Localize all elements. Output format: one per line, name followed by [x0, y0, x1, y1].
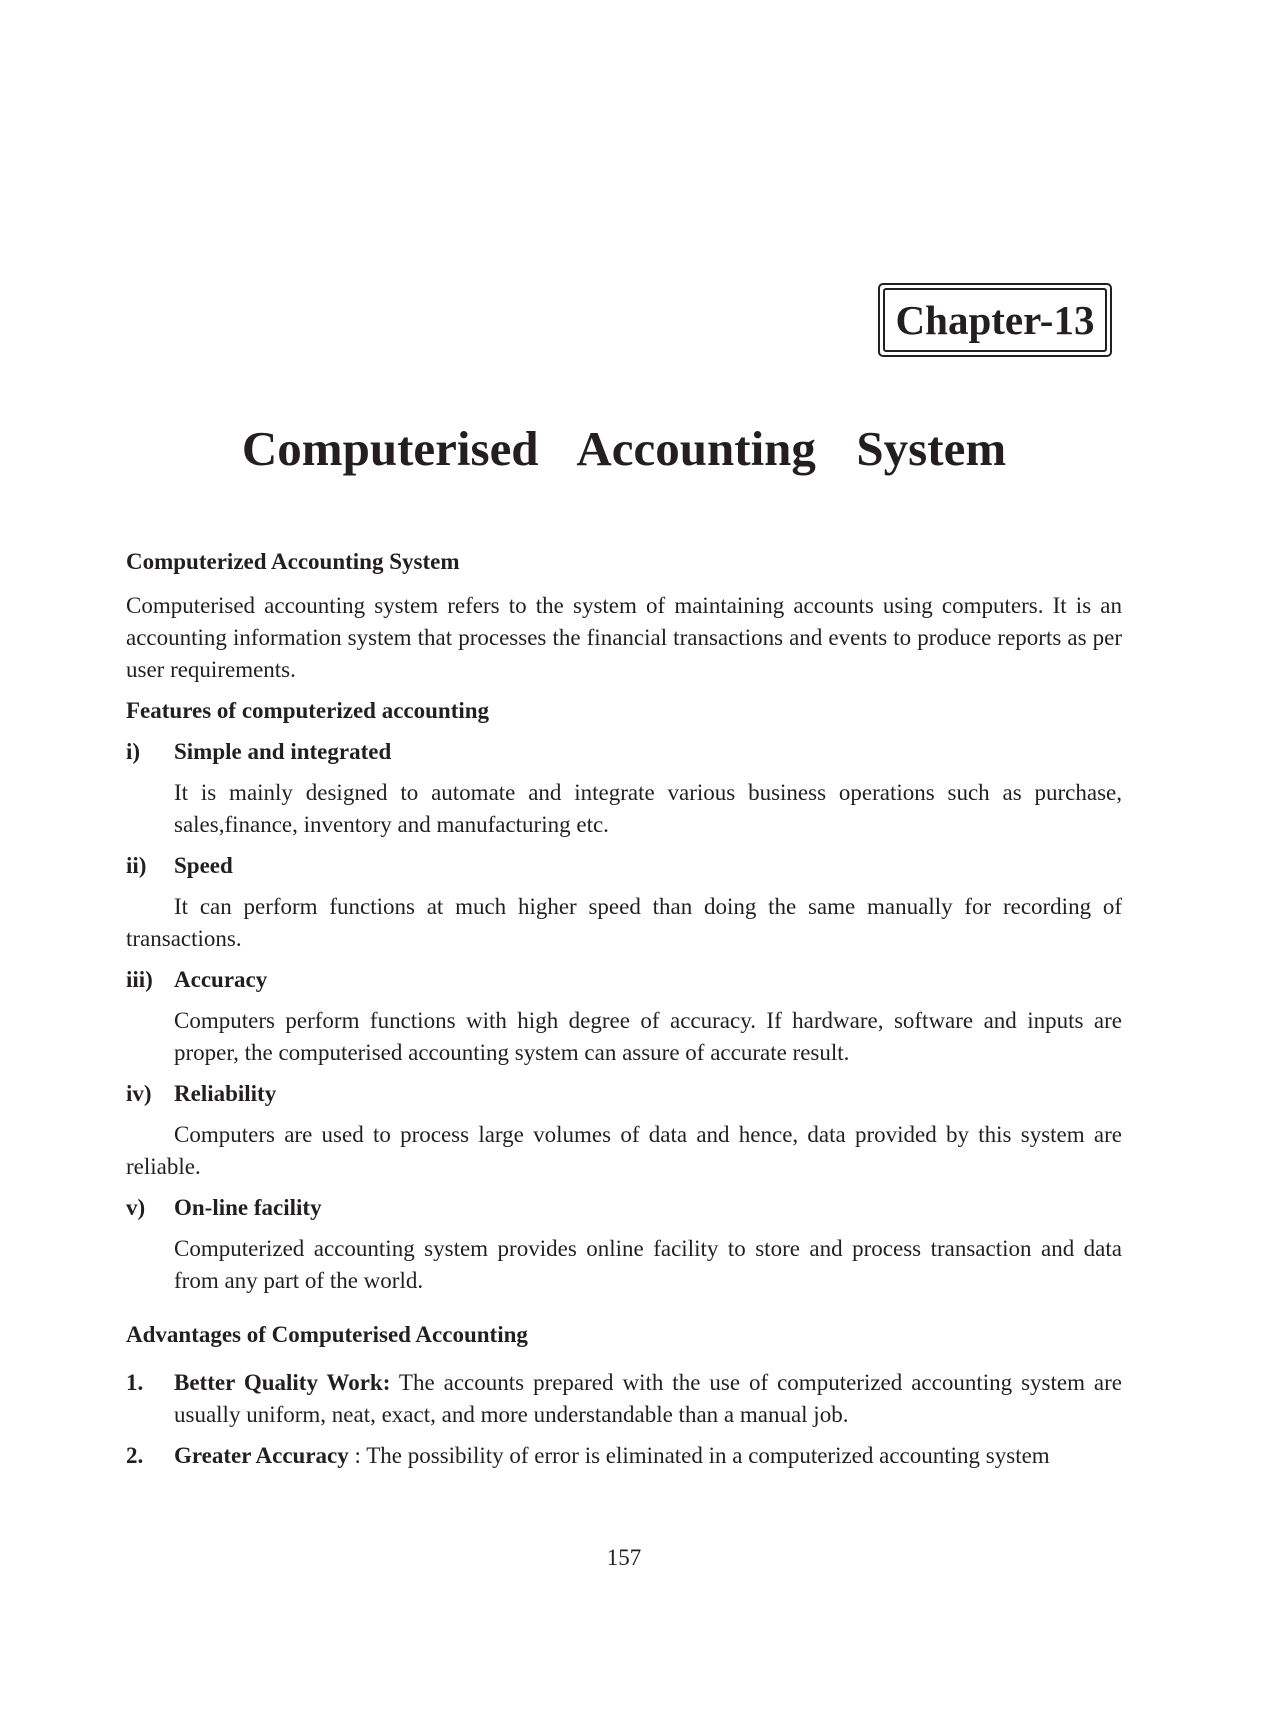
- advantage-title: Greater Accuracy: [174, 1443, 349, 1468]
- feature-item: [126, 850, 1122, 882]
- intro-paragraph: Computerised accounting system refers to the system of maintaining accounts using computers. It is an accounting information system that processes the financial transactions and events to produce reports as per user requirements.: [126, 593, 1122, 682]
- feature-title: On-line facility: [174, 1195, 322, 1220]
- advantage-body: [174, 1440, 1122, 1472]
- chapter-label-box: [878, 283, 1112, 357]
- advantage-item: [126, 1440, 1122, 1472]
- chapter-title: Computerised Accounting System: [241, 421, 1007, 476]
- feature-title: Speed: [174, 853, 233, 878]
- feature-text: It can perform functions at much higher speed than doing the same manually for recording of transactions.: [126, 894, 1122, 951]
- features-heading: Features of computerized accounting: [126, 698, 490, 723]
- page-number: 157: [606, 1545, 642, 1570]
- feature-number: iv): [126, 1081, 152, 1106]
- advantage-text: The accounts prepared with the use of computerized accounting system are usually uniform, neat, exact, and more understandable than a manual job.: [174, 1370, 1122, 1427]
- advantages-heading: Advantages of Computerised Accounting: [126, 1322, 528, 1347]
- advantage-title: Better Quality Work:: [174, 1370, 391, 1395]
- feature-title: Reliability: [174, 1081, 277, 1106]
- advantage-text: : The possibility of error is eliminated in a computerized accounting system: [348, 1443, 1050, 1468]
- advantage-number: 1.: [126, 1370, 144, 1395]
- feature-item: [126, 964, 1122, 996]
- feature-text: Computerized accounting system provides online facility to store and process transaction and data from any part of the world.: [174, 1236, 1122, 1293]
- feature-text: Computers are used to process large volumes of data and hence, data provided by this system are reliable.: [126, 1122, 1122, 1179]
- advantage-body: [174, 1367, 1122, 1431]
- feature-item: [126, 736, 1122, 768]
- feature-text: Computers perform functions with high degree of accuracy. If hardware, software and inputs are proper, the computerised accounting system can assure of accurate result.: [174, 1008, 1122, 1065]
- feature-item: [126, 1078, 1122, 1110]
- advantage-number: 2.: [126, 1443, 144, 1468]
- feature-item: [126, 1192, 1122, 1224]
- feature-number: i): [126, 739, 141, 764]
- feature-number: iii): [126, 967, 153, 992]
- feature-title: Simple and integrated: [174, 739, 392, 764]
- feature-title: Accuracy: [174, 967, 268, 992]
- advantage-item: [126, 1367, 1122, 1431]
- intro-heading: Computerized Accounting System: [126, 549, 460, 574]
- feature-text: It is mainly designed to automate and integrate various business operations such as purchase, sales,finance, inventory and manufacturing etc.: [174, 780, 1122, 837]
- feature-number: v): [126, 1195, 146, 1220]
- main-content: [126, 546, 1122, 1472]
- chapter-label: Chapter-13: [883, 288, 1107, 352]
- feature-number: ii): [126, 853, 147, 878]
